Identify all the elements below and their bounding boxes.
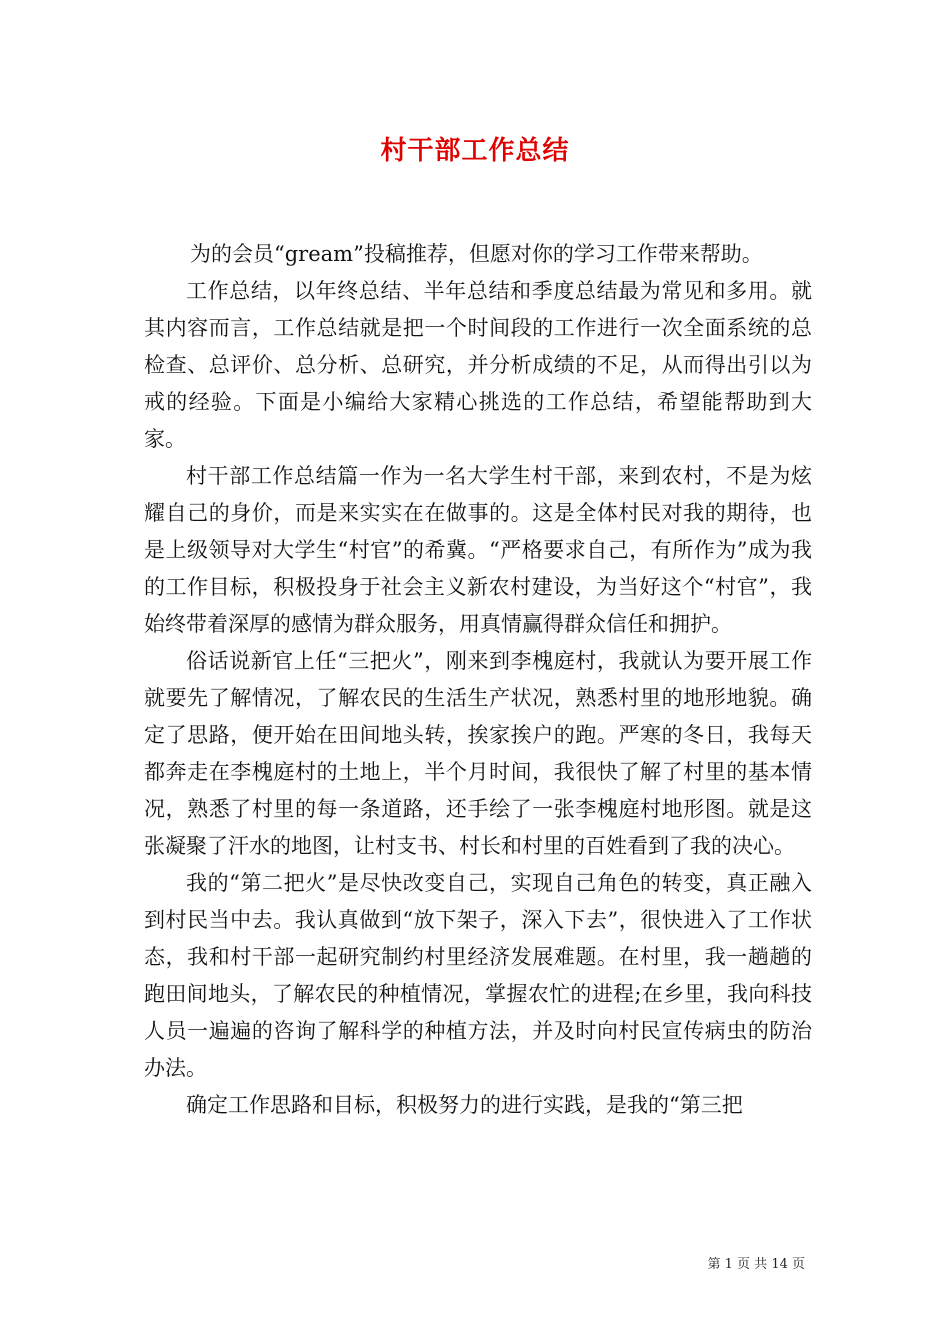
paragraph-intro: 为的会员“gream”投稿推荐，但愿对你的学习工作带来帮助。 <box>190 242 763 266</box>
paragraph-second-fire: 我的“第二把火”是尽快改变自己，实现自己角色的转变，真正融入到村民当中去。我认真做到“放下架子，深入下去”，很快进入了工作状态，我和村干部一起研究制约村里经济发展难题。在村里，我一趟趟的跑田间地头，了解农民的种植情况，掌握农忙的进程;在乡里，我向科技人员一遍遍的咨询了解科学的种植方法，并及时向村民宣传病虫的防治办法。 <box>144 871 812 1080</box>
page-number-footer: 第 1 页 共 14 页 <box>707 1257 805 1272</box>
paragraph-summary-definition: 工作总结，以年终总结、半年总结和季度总结最为常见和多用。就其内容而言，工作总结就是把一个时间段的工作进行一次全面系统的总检查、总评价、总分析、总研究，并分析成绩的不足，从而得出引以为戒的经验。下面是小编给大家精心挑选的工作总结，希望能帮助到大家。 <box>144 279 812 451</box>
paragraph-third-fire: 确定工作思路和目标，积极努力的进行实践，是我的“第三把 <box>186 1093 743 1117</box>
paragraph-article-one: 村干部工作总结篇一作为一名大学生村干部，来到农村，不是为炫耀自己的身价，而是来实实在在做事的。这是全体村民对我的期待，也是上级领导对大学生“村官”的希冀。“严格要求自己，有所作为”成为我的工作目标，积极投身于社会主义新农村建设，为当好这个“村官”，我始终带着深厚的感情为群众服务，用真情赢得群众信任和拥护。 <box>144 464 812 636</box>
document-body <box>144 236 812 1124</box>
paragraph-first-fire: 俗话说新官上任“三把火”，刚来到李槐庭村，我就认为要开展工作就要先了解情况，了解农民的生活生产状况，熟悉村里的地形地貌。确定了思路，便开始在田间地头转，挨家挨户的跑。严寒的冬日，我每天都奔走在李槐庭村的土地上，半个月时间，我很快了解了村里的基本情况，熟悉了村里的每一条道路，还手绘了一张李槐庭村地形图。就是这张凝聚了汗水的地图，让村支书、村长和村里的百姓看到了我的决心。 <box>144 649 812 858</box>
document-title: 村干部工作总结 <box>380 136 570 166</box>
